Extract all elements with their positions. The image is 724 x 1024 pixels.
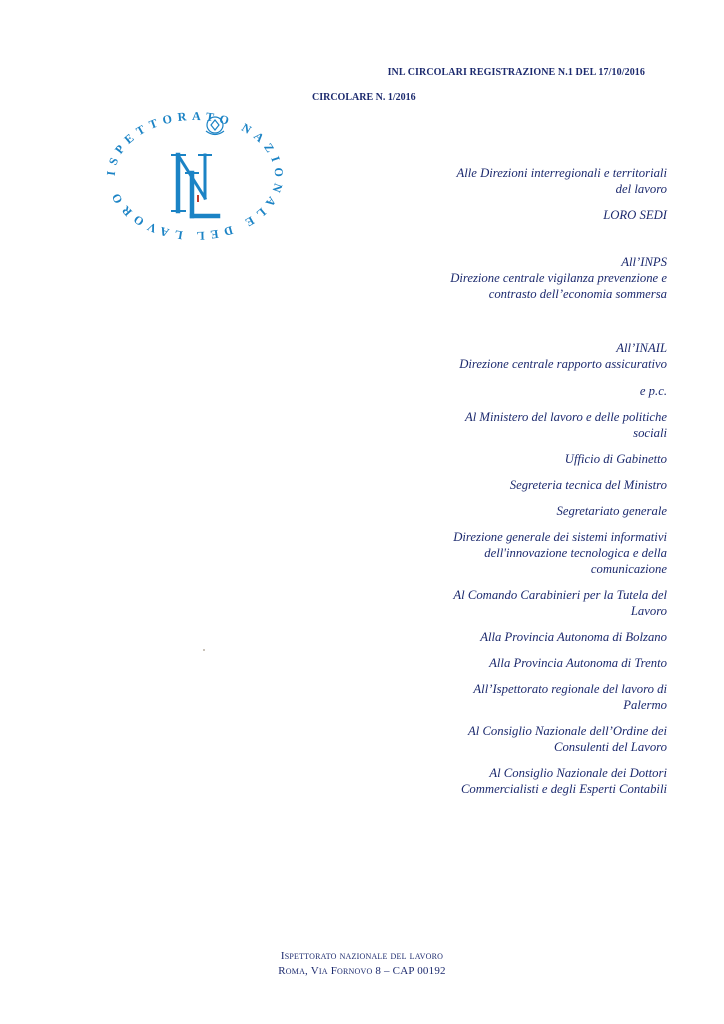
recipient-entry	[367, 254, 667, 302]
recipient-line: Alle Direzioni interregionali e territoriali	[456, 166, 667, 180]
recipient-line: Direzione generale dei sistemi informativi	[453, 530, 667, 544]
recipient-entry	[367, 383, 667, 399]
recipient-entry	[367, 207, 667, 223]
recipient-line: Segreteria tecnica del Ministro	[509, 478, 667, 492]
recipients-list	[367, 165, 667, 797]
recipient-line: All’INPS	[621, 255, 667, 269]
recipient-entry	[367, 587, 667, 619]
recipient-line: Segretariato generale	[556, 504, 667, 518]
recipient-line: Direzione centrale vigilanza prevenzione e	[450, 271, 667, 285]
recipient-entry	[367, 629, 667, 645]
footer-agency-name: Ispettorato nazionale del lavoro	[280, 950, 444, 962]
recipient-line: Al Consiglio Nazionale dei Dottori	[489, 766, 667, 780]
recipient-line: Alla Provincia Autonoma di Bolzano	[480, 630, 667, 644]
recipient-line: sociali	[633, 426, 667, 440]
recipient-line: dell'innovazione tecnologica e della	[484, 546, 667, 560]
circular-number: CIRCOLARE N. 1/2016	[312, 92, 416, 103]
recipient-line: Al Consiglio Nazionale dell’Ordine dei	[468, 724, 667, 738]
recipient-entry	[367, 477, 667, 493]
recipient-entry	[367, 529, 667, 577]
recipient-line: LORO SEDI	[603, 208, 667, 222]
recipient-line: Al Ministero del lavoro e delle politiche	[464, 410, 667, 424]
recipient-line: Commercialisti e degli Esperti Contabili	[460, 782, 667, 796]
recipient-entry	[367, 340, 667, 372]
recipient-entry	[367, 765, 667, 797]
inl-logo	[95, 98, 295, 258]
recipient-line: Direzione centrale rapporto assicurativo	[459, 357, 667, 371]
recipient-line: All’INAIL	[616, 341, 667, 355]
recipient-entry	[367, 503, 667, 519]
logo-ring-textpath: ISPETTORATO NAZIONALE DEL LAVORO	[103, 108, 287, 244]
recipient-entry	[367, 655, 667, 671]
scan-speck	[203, 649, 205, 651]
recipient-line: Al Comando Carabinieri per la Tutela del	[453, 588, 667, 602]
registration-number: INL CIRCOLARI REGISTRAZIONE N.1 DEL 17/10/2016	[387, 67, 645, 78]
recipient-entry	[367, 409, 667, 441]
recipient-line: Alla Provincia Autonoma di Trento	[489, 656, 667, 670]
recipient-entry	[367, 451, 667, 467]
footer	[0, 949, 724, 979]
recipient-line: Lavoro	[630, 604, 667, 618]
recipient-entry	[367, 681, 667, 713]
recipient-line: e p.c.	[639, 384, 667, 398]
recipient-line: All’Ispettorato regionale del lavoro di	[473, 682, 667, 696]
recipient-line: Ufficio di Gabinetto	[564, 452, 667, 466]
recipient-line: comunicazione	[590, 562, 667, 576]
recipient-line: contrasto dell’economia sommersa	[488, 287, 667, 301]
recipient-line: del lavoro	[615, 182, 667, 196]
footer-address: Roma, Via Fornovo 8 – CAP 00192	[278, 965, 446, 977]
recipient-entry	[367, 723, 667, 755]
recipient-line: Palermo	[623, 698, 667, 712]
recipient-entry	[367, 165, 667, 197]
recipient-line: Consulenti del Lavoro	[553, 740, 667, 754]
